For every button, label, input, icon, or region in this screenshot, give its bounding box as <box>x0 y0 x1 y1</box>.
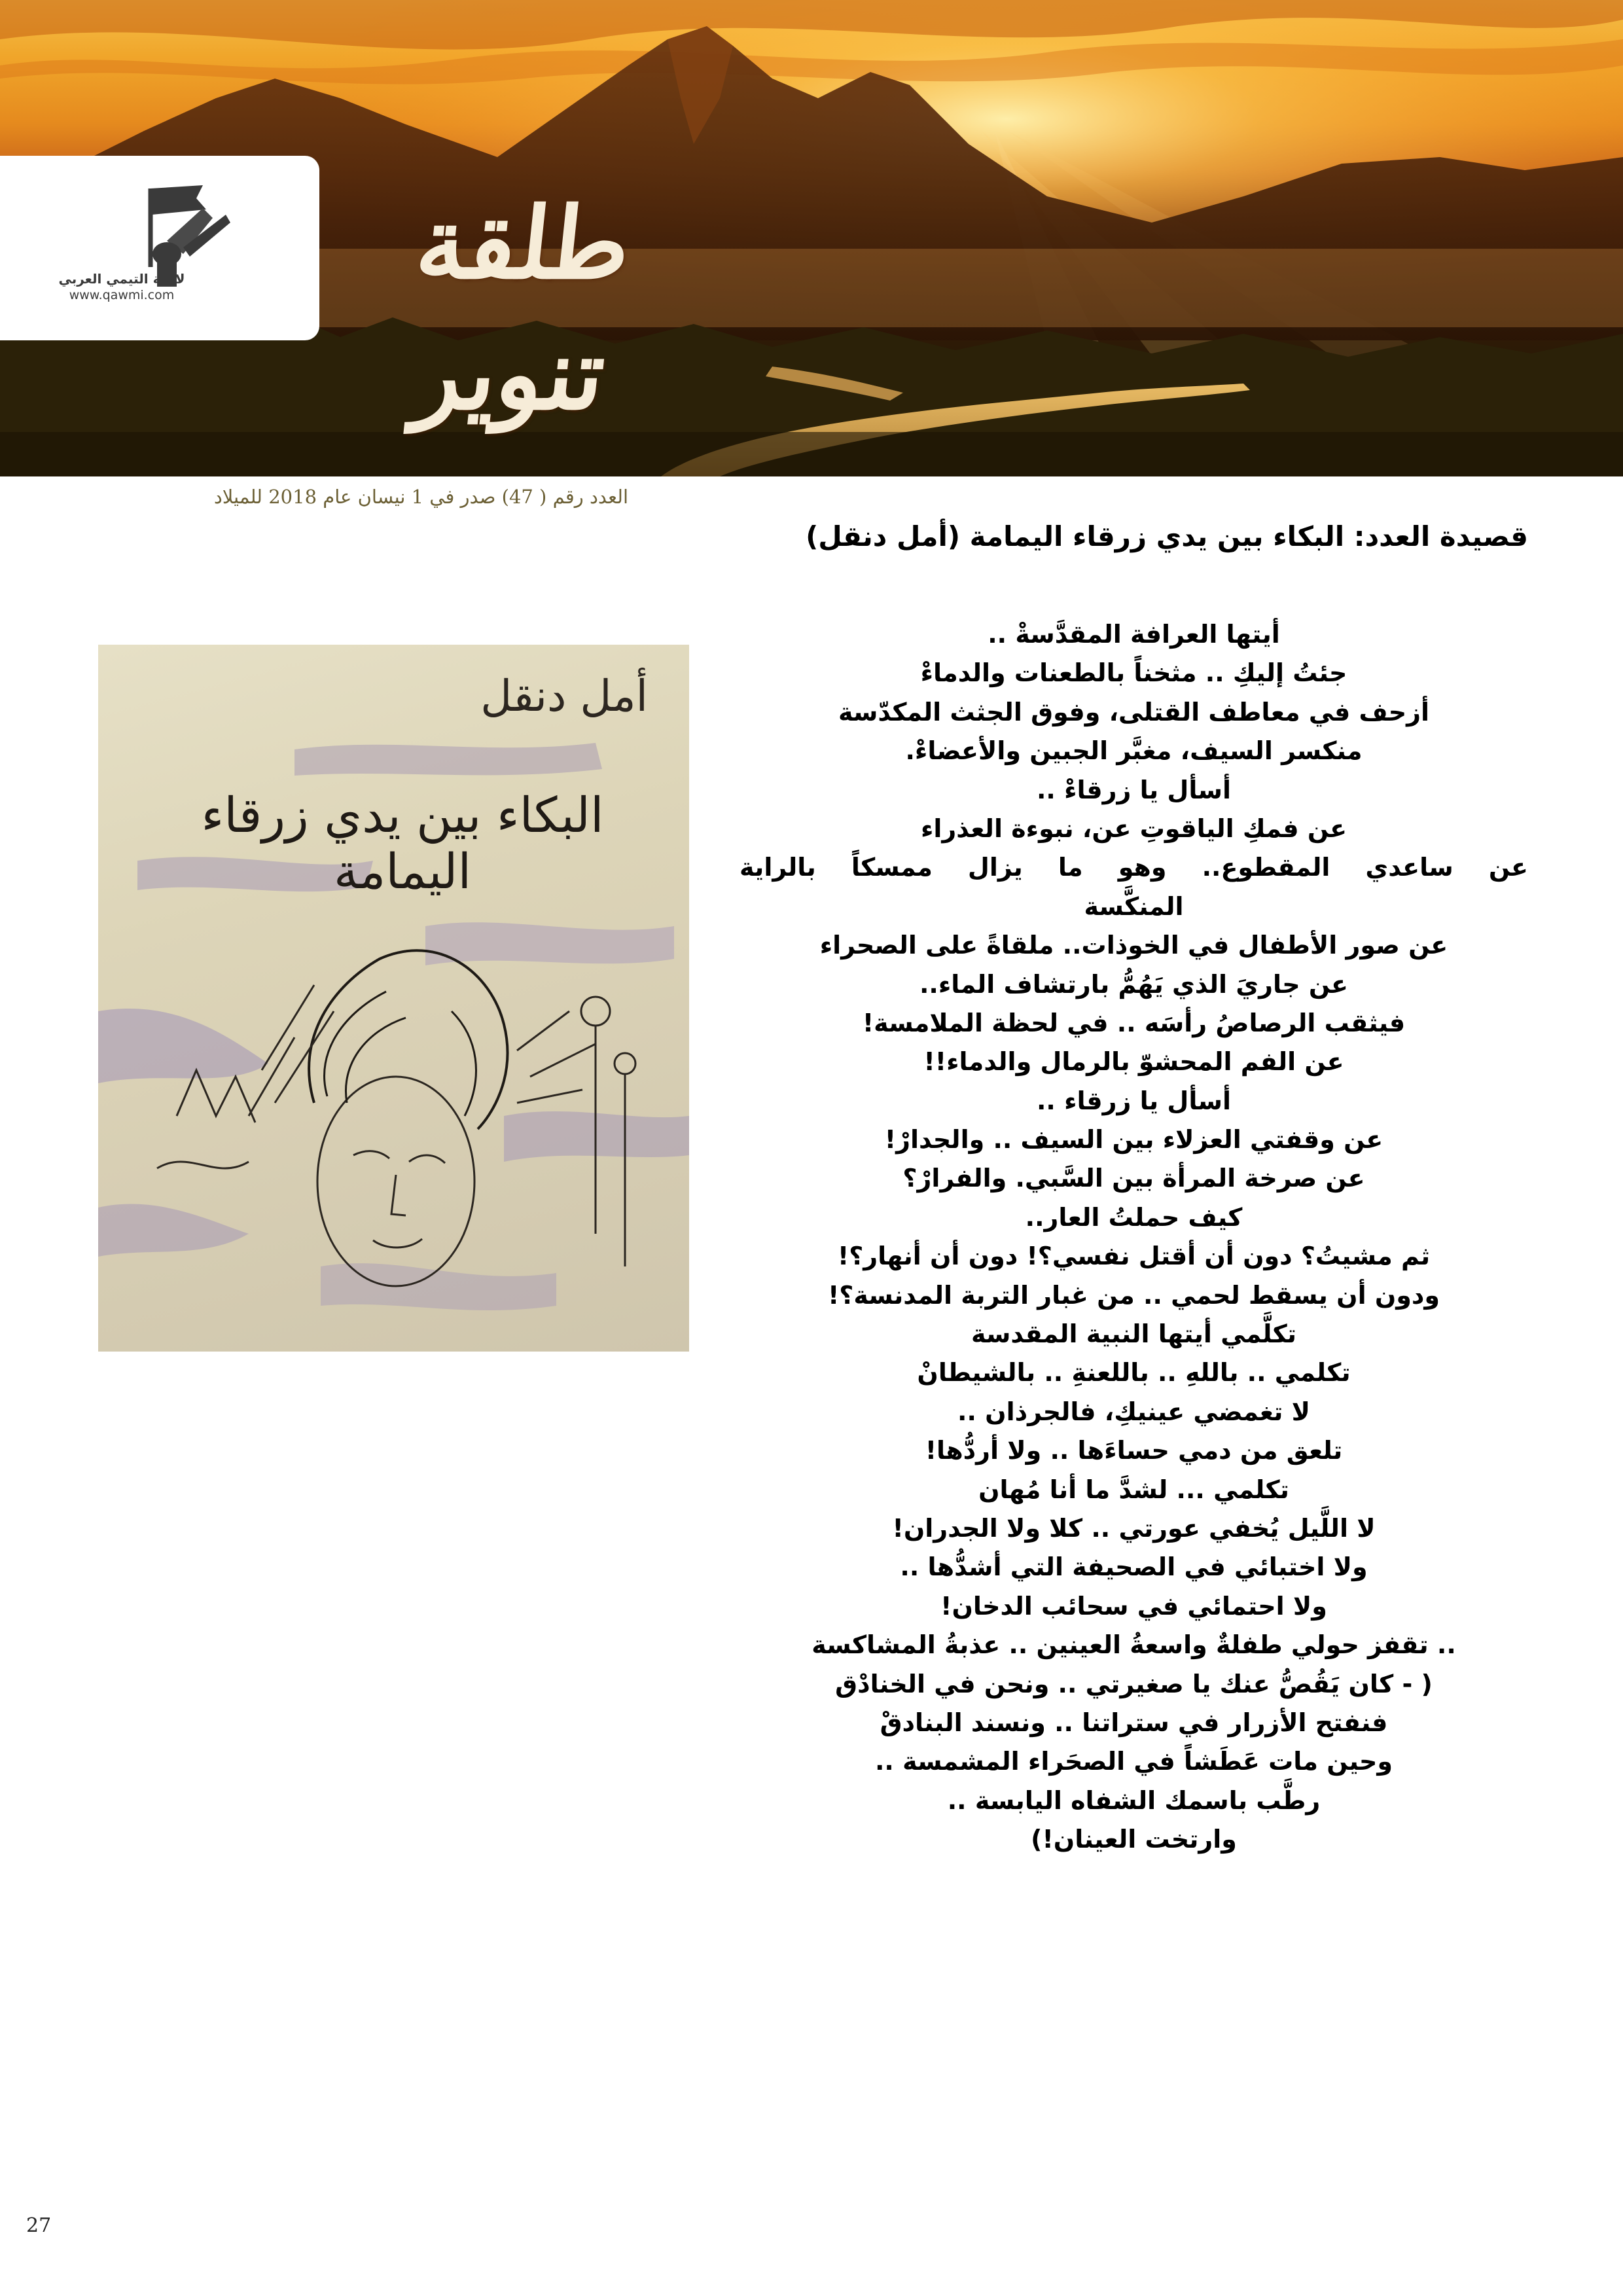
poem-line: أسأل يا زرقاءْ .. <box>1036 775 1232 804</box>
poem-line: عن الفم المحشوّ بالرمال والدماء!! <box>923 1047 1344 1077</box>
poem-line: جئتُ إليكِ .. مثخناً بالطعنات والدماءْ <box>920 658 1347 688</box>
poem-line: فيثقب الرصاصُ رأسَه .. في لحظة الملامسة! <box>862 1008 1406 1037</box>
poem-title: قصيدة العدد: البكاء بين يدي زرقاء اليمامة (أمل دنقل) <box>806 520 1528 552</box>
poem-line: تكلمي ... لشدَّ ما أنا مُهان <box>978 1475 1289 1504</box>
poem-line: عن فمكِ الياقوتِ عن، نبوءة العذراء <box>920 814 1347 843</box>
poem-line: المنكَّسة <box>1084 891 1184 921</box>
poem-line: رطَّب باسمك الشفاه اليابسة .. <box>947 1785 1321 1815</box>
poem-line: وارتخت العينان!) <box>1031 1825 1237 1854</box>
poem-body <box>740 615 1528 1859</box>
poem-line: ولا احتمائي في سحائب الدخان! <box>940 1591 1327 1621</box>
book-cover-image <box>98 645 689 1352</box>
poem-line: أزحف في معاطف القتلى، وفوق الجثث المكدّسة <box>838 697 1430 726</box>
poem-line: عن صرخة المرأة بين السَّبي. والفرارْ؟ <box>902 1164 1365 1193</box>
poem-line: عن وقفتي العزلاء بين السيف .. والجدارْ! <box>884 1125 1383 1155</box>
poem-line: أيتها العرافة المقدَّسةْ .. <box>988 620 1280 649</box>
poem-line: وحين مات عَطَشاً في الصحَراء المشمسة .. <box>874 1747 1393 1776</box>
masthead-title: طلقة تنوير <box>409 186 636 432</box>
poem-line: ثم مشيتُ؟ دون أن أقتل نفسي؟! دون أن أنهار؟! <box>837 1242 1431 1271</box>
logo-box <box>0 156 319 340</box>
poem-line: ( - كان يَقُصُّ عنك يا صغيرتي .. ونحن في الخنادْق <box>835 1669 1433 1698</box>
logo-organization-name: لائحة التيمي العربي <box>58 271 185 287</box>
issue-info: العدد رقم ( 47) صدر في 1 نيسان عام 2018 للميلاد <box>213 486 628 508</box>
poem-line: لا اللَّيل يُخفي عورتي .. كلا ولا الجدران! <box>892 1513 1376 1543</box>
poem-line: عن ساعدي المقطوع.. وهو ما يزال ممسكاً بالراية <box>740 853 1528 882</box>
poem-line: لا تغمضي عينيكِ، فالجرذان .. <box>957 1397 1310 1426</box>
logo-website-url: www.qawmi.com <box>69 288 175 302</box>
poem-line: عن جاريَ الذي يَهُمُّ بارتشاف الماء.. <box>919 969 1348 999</box>
poem-line: تكلَّمي أيتها النبية المقدسة <box>971 1319 1296 1349</box>
poem-line: فنفتح الأزرار في ستراتنا .. ونسند البنادقْ <box>880 1708 1388 1737</box>
poem-line: ولا اختبائي في الصحيفة التي أشدُّها .. <box>900 1552 1368 1582</box>
poem-line: عن صور الأطفال في الخوذات.. ملقاةً على الصحراء <box>819 931 1448 960</box>
poem-line: تكلمي .. باللهِ .. باللعنةِ .. بالشيطانْ <box>917 1358 1351 1388</box>
poem-line: تلعق من دمي حساءَها .. ولا أردُّها! <box>925 1436 1343 1465</box>
poem-line: .. تقفز حولي طفلةٌ واسعةُ العينين .. عذبةُ المشاكسة <box>812 1630 1456 1660</box>
header-banner <box>0 0 1623 476</box>
poem-line: كيف حملتُ العار.. <box>1025 1202 1243 1232</box>
poem-line: منكسر السيف، مغبَّر الجبين والأعضاءْ. <box>905 736 1363 766</box>
cover-book-title: البكاء بين يدي زرقاء اليمامة <box>201 787 604 900</box>
cover-illustration <box>98 645 689 1352</box>
poem-line: ودون أن يسقط لحمي .. من غبار التربة المدنسة؟! <box>827 1280 1440 1310</box>
cover-author-name: أمل دنقل <box>480 671 648 721</box>
page-number: 27 <box>26 2214 52 2237</box>
poem-line: أسأل يا زرقاء .. <box>1036 1086 1232 1115</box>
